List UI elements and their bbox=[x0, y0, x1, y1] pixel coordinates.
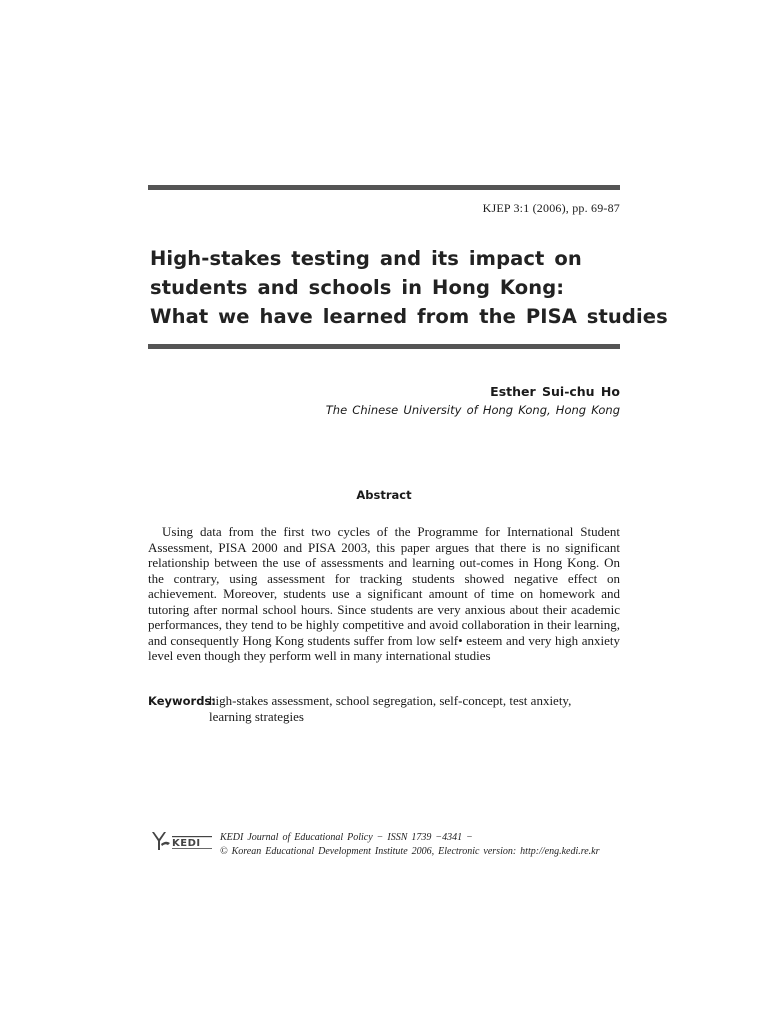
author-affiliation: The Chinese University of Hong Kong, Hong Kong bbox=[325, 403, 620, 417]
top-rule bbox=[148, 185, 620, 190]
keywords-list: high-stakes assessment, school segregation, self-concept, test anxiety, learning strategies bbox=[209, 693, 572, 724]
footer-line-1: KEDI Journal of Educational Policy − ISSN 1739 −4341 − bbox=[220, 832, 473, 843]
kedi-logo-text: KEDI bbox=[172, 838, 201, 849]
footer-line-2: © Korean Educational Development Institute 2006, Electronic version: http://eng.kedi.re.kr bbox=[220, 846, 600, 857]
journal-footer bbox=[152, 830, 622, 862]
journal-citation: KJEP 3:1 (2006), pp. 69-87 bbox=[482, 201, 620, 215]
title-line-3: What we have learned from the PISA studies bbox=[150, 305, 668, 328]
bottom-rule bbox=[148, 344, 620, 349]
abstract-heading bbox=[0, 488, 768, 502]
title-line-1: High-stakes testing and its impact on bbox=[150, 247, 582, 270]
footer-text bbox=[220, 831, 600, 859]
kedi-logo bbox=[152, 830, 214, 852]
abstract-heading-text: Abstract bbox=[356, 488, 412, 502]
paper-title bbox=[150, 244, 668, 331]
title-line-2: students and schools in Hong Kong: bbox=[150, 276, 565, 299]
author-name: Esther Sui-chu Ho bbox=[490, 384, 620, 399]
keywords-label: Keywords: bbox=[148, 694, 216, 708]
abstract-body: Using data from the first two cycles of the Programme for International Student Assessment, PISA 2000 and PISA 2003, this paper argues that there is no significant relationship between the use of assessments and learning out-comes in Hong Kong. On the contrary, using assessment for tracking students showed negative effect on achievement. Moreover, students use a significant amount of time on homework and tutoring after normal school hours. Since students are very anxious about their academic performances, they tend to be highly competitive and avoid collaboration in their learning, and consequently Hong Kong students suffer from low self• esteem and very high anxiety level even though they perform well in many international studies bbox=[148, 524, 620, 663]
